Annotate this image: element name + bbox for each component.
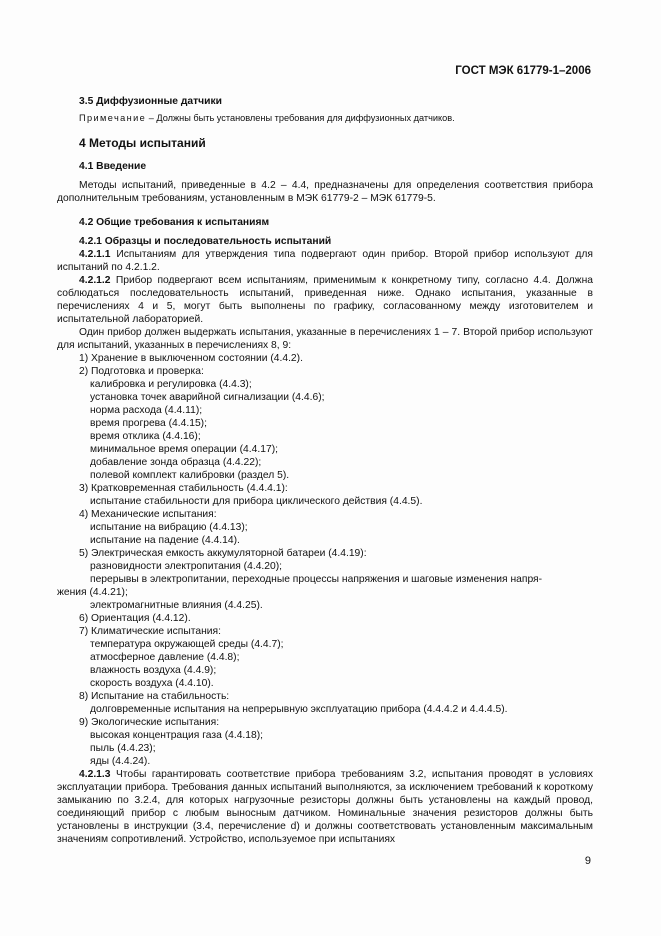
clause-text: Чтобы гарантировать соответствие прибора требованиям 3.2, испытания проводят в условиях эксплуатации прибора. Требования данных испытаний выполняются, за исключением требований к короткому замыканию по 3.2.4, для которых нагрузочные резисторы должны быть установлены на каждый провод, соединяющий прибор с любым выносным датчиком. Номинальные значения резисторов должны быть установлены в инструкции (3.4, перечисление d) и должны соответствовать установленным максимальным значениям сопротивлений. Устройство, используемое при испытаниях xyxy=(57,769,593,845)
page-content xyxy=(57,95,593,846)
clause-text: Испытаниям для утверждения типа подвергают один прибор. Второй прибор используют для испытаний по 4.2.1.2. xyxy=(57,249,593,273)
list-subitem: электромагнитные влияния (4.4.25). xyxy=(90,600,263,611)
note xyxy=(57,112,593,125)
list-subitem: яды (4.4.24). xyxy=(90,756,151,767)
list-item: 8) Испытание на стабильность: xyxy=(79,691,230,702)
list-subitem: перерывы в электропитании, переходные процессы напряжения и шаговые изменения напря- xyxy=(90,574,543,585)
note-label: Примечание xyxy=(79,113,147,123)
note-text: – Должны быть установлены требования для диффузионных датчиков. xyxy=(146,113,455,123)
section-4-title: 4 Методы испытаний xyxy=(79,136,206,150)
list-subitem: разновидности электропитания (4.4.20); xyxy=(90,561,283,572)
page-number: 9 xyxy=(584,855,591,867)
section-4-1-text: Методы испытаний, приведенные в 4.2 – 4.4, предназначены для определения соответствия прибора дополнительным требованиям, установленным в МЭК 61779-2 – МЭК 61779-5. xyxy=(57,180,593,204)
list-subitem: долговременные испытания на непрерывную эксплуатацию прибора (4.4.4.2 и 4.4.4.5). xyxy=(90,704,508,715)
list-subitem: атмосферное давление (4.4.8); xyxy=(90,652,240,663)
list-subitem: температура окружающей среды (4.4.7); xyxy=(90,639,284,650)
list-subitem: пыль (4.4.23); xyxy=(90,743,156,754)
paragraph-4-2-1-1 xyxy=(57,248,593,274)
list-item: 1) Хранение в выключенном состоянии (4.4.2). xyxy=(79,353,303,364)
list-subitem-continuation: жения (4.4.21); xyxy=(57,587,128,598)
paragraph-test-sequence: Один прибор должен выдержать испытания, указанные в перечислениях 1 – 7. Второй прибор используют для испытаний, указанных в перечислениях 8, 9: xyxy=(57,327,593,351)
list-subitem: калибровка и регулировка (4.4.3); xyxy=(90,379,252,390)
list-subitem: испытание на падение (4.4.14). xyxy=(90,535,240,546)
list-subitem: время прогрева (4.4.15); xyxy=(90,418,207,429)
list-item: 3) Кратковременная стабильность (4.4.4.1): xyxy=(79,483,288,494)
list-item: 4) Механические испытания: xyxy=(79,509,217,520)
list-subitem: испытание на вибрацию (4.4.13); xyxy=(90,522,248,533)
clause-number: 4.2.1.2 xyxy=(79,275,111,286)
list-subitem: установка точек аварийной сигнализации (4.4.6); xyxy=(90,392,325,403)
section-4-2-1-title: 4.2.1 Образцы и последовательность испытаний xyxy=(79,236,332,247)
list-item: 2) Подготовка и проверка: xyxy=(79,366,204,377)
list-subitem: минимальное время операции (4.4.17); xyxy=(90,444,278,455)
list-subitem: испытание стабильности для прибора циклического действия (4.4.5). xyxy=(90,496,423,507)
list-subitem: полевой комплект калибровки (раздел 5). xyxy=(90,470,290,481)
section-4-2-title: 4.2 Общие требования к испытаниям xyxy=(79,217,270,228)
list-subitem: норма расхода (4.4.11); xyxy=(90,405,203,416)
list-subitem: высокая концентрация газа (4.4.18); xyxy=(90,730,264,741)
list-item: 7) Климатические испытания: xyxy=(79,626,221,637)
list-subitem: влажность воздуха (4.4.9); xyxy=(90,665,217,676)
standard-header: ГОСТ МЭК 61779-1–2006 xyxy=(455,65,591,77)
list-subitem: время отклика (4.4.16); xyxy=(90,431,201,442)
list-subitem: скорость воздуха (4.4.10). xyxy=(90,678,214,689)
list-item: 9) Экологические испытания: xyxy=(79,717,220,728)
section-3-5-title: 3.5 Диффузионные датчики xyxy=(79,96,222,107)
paragraph-4-2-1-2 xyxy=(57,274,593,326)
list-subitem: добавление зонда образца (4.4.22); xyxy=(90,457,262,468)
section-4-1-title: 4.1 Введение xyxy=(79,161,147,172)
clause-text: Прибор подвергают всем испытаниям, применимым к конкретному типу, согласно 4.4. Должна соблюдаться последовательность испытаний, приведенная ниже. Однако испытания, указанные в перечислениях 4 и 5, могут быть выполнены по графику, согласованному между изготовителем и испытательной лабораторией. xyxy=(57,275,593,325)
clause-number: 4.2.1.1 xyxy=(79,249,111,260)
list-item: 5) Электрическая емкость аккумуляторной батареи (4.4.19): xyxy=(79,548,367,559)
test-sequence-list xyxy=(57,352,593,768)
clause-number: 4.2.1.3 xyxy=(79,769,111,780)
list-item: 6) Ориентация (4.4.12). xyxy=(79,613,191,624)
paragraph-4-2-1-3 xyxy=(57,768,593,846)
